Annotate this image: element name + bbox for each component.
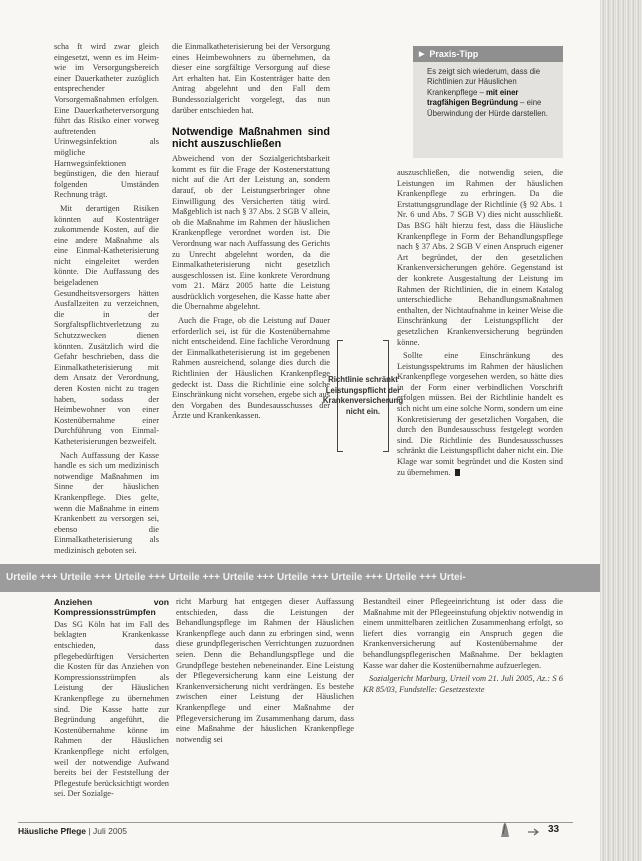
article-column-1 xyxy=(54,42,159,554)
paragraph: auszuschließen, die notwendig seien, die Leistungen im Rahmen der häuslichen Krankenpflege zu erbringen. Da die Erstattungsgrundlage der Richtlinie (§ 92 Abs. 1 Nr. 6 und Abs. 7 SGB V) dies nicht ausschließt. Das BSG hält hierzu fest, dass die Häusliche Krankenpflege in Form der Behandlungspflege nach § 37 Abs. 2 SGB V einen Anspruch eigener Art begründet, der den gesetzlichen Krankenversicherungen gehöre. Gegenstand ist der konkrete Ausgestaltung der Leistung im Rahmen der Richtlinien, die in einem Katalog unterschiedliche Behandlungsmaßnahmen enthalten, der Nichtaufnahme in keiner Weise die Einschränkung der Leistungspflicht der gesetzlichen Krankenversicherung begründen könne. xyxy=(397,168,563,347)
paragraph: Abweichend von der Sozialgerichtsbarkeit kommt es für die Frage der Kostenerstattung nicht auf die Art der Leistung an, sondern darauf, ob der Leistungserbringer ohne Einwilligung des Versicherten tätig wird. Maßgeblich ist nach § 37 Abs. 2 SGB V allein, ob die Maßnahme im Rahmen der häuslichen Krankenpflege verordnet worden ist. Die Verordnung war nach Auffassung des Gerichts zu Unrecht abgelehnt worden, da die Einmalkatheterisierung nicht gesetzlich ausgeschlossen ist. Eine konkrete Verordnung vom 21. März 2005 hatte die Leistung ausdrücklich vorgesehen, die Kasse hatte aber die Übernahme abgelehnt. xyxy=(172,154,330,312)
lower-column-3 xyxy=(363,597,563,812)
pullquote-corner xyxy=(337,445,343,452)
praxis-text-plain: Es zeigt sich wiederum, dass die Richtlinien zur Häuslichen Krankenpflege – xyxy=(427,67,541,97)
paragraph: die Einmalkatheterisierung bei der Versorgung eines Heimbewohners zu übernehmen, da dieser eine sorgfältige Versorgung auf diese Art erhalten hat. Ein Kostenträger hatte den Antrag abgelehnt und den Fall dem Bundessozialgericht vorgelegt, das nun darüber entschieden hat. xyxy=(172,42,330,115)
paragraph xyxy=(397,351,563,478)
paragraph: scha ft wird zwar gleich eingesetzt, wenn es im Heim- wie im Versorgungsbereich einer Dauerkatheter zuzüglich entsprechender Vorsorgemaßnahmen erfolgen. Eine Dauerkatheterversorgung führt das Risiko einer vorweg auftretenden Urinwegsinfektion als mögliche Harnwegsinfektionen begünstigen, die den hierauf folgenden Umständen Rechnung trägt. xyxy=(54,42,159,200)
footer-separator: | xyxy=(88,826,93,836)
triangle-right-icon: ▶ xyxy=(419,51,425,58)
page-number: 33 xyxy=(548,824,560,835)
page-stack-edge xyxy=(600,0,642,861)
citation-court: Sozialgericht Marburg, Urteil vom 21. Juli 2005, Az.: S 6 KR 85/03, xyxy=(363,674,563,694)
praxis-text-end: – eine Überwindung der Hürde darstellen. xyxy=(427,98,548,118)
paragraph: Das SG Köln hat im Fall des beklagten Krankenkasse entschieden, dass pflegebedürftigen Versicherten die Kosten für das Anziehen von Kompressionsstrümpfen als Leistung der Häuslichen Krankenpflege zu übernehmen sind. Die Kasse hatte zur Begründung angeführt, die Kostenübernahme könne im Rahmen der Häuslichen Krankenpflege nicht erfolgen, weil der notwendige Aufwand bereits bei der Feststellung der Pflegestufe berücksichtigt worden sei. Der Sozialge- xyxy=(54,619,169,799)
pull-quote xyxy=(322,340,404,452)
praxis-tipp-text xyxy=(413,62,563,119)
pullquote-corner xyxy=(383,445,389,452)
footer-logo-icon xyxy=(498,820,512,838)
citation-source: Fundstelle: Gesetzestexte xyxy=(396,684,485,694)
subsection-heading: Anziehen von Kompressionsstrümpfen xyxy=(54,597,169,618)
citation xyxy=(363,674,563,695)
lower-column-1 xyxy=(54,597,169,812)
praxis-tipp-header xyxy=(413,46,563,62)
article-column-3 xyxy=(397,168,563,554)
end-of-article-mark xyxy=(455,469,460,476)
footer-arrow-icon xyxy=(528,828,540,836)
paragraph-text: Sollte eine Einschränkung des Leistungsspektrums im Rahmen der häuslichen Krankenpflege vorgesehen werden, so hätte dies in der Form einer verbindlichen Vorschrift erfolgen müssen. Bei der Richtlinie handelt es sich nicht um eine solche Norm, sondern um eine Konkretisierung der gesetzlichen Vorgaben, die durch den Bundesausschuss festgelegt worden sind. Die Richtlinie des Bundesausschusses schränkt die Leistungspflicht daher nicht ein. Die Klage war somit begründet und die Kosten sind zu übernehmen. xyxy=(397,351,563,477)
article-column-2 xyxy=(172,42,330,554)
urteile-ticker-band: Urteile +++ Urteile +++ Urteile +++ Urteile +++ Urteile +++ Urteile +++ Urteile +++ Urteile +++ Urtei- xyxy=(0,564,600,592)
praxis-text-bold: mit einer tragfähigen Begründung xyxy=(427,87,519,108)
pullquote-corner xyxy=(383,340,389,347)
praxis-tipp-box xyxy=(413,46,563,158)
lower-col-1-text xyxy=(54,597,169,812)
pull-quote-text: Richtlinie schränkt Leistungspflicht der Krankenversicherung nicht ein. xyxy=(322,375,404,416)
journal-issue: Juli 2005 xyxy=(92,826,128,836)
paragraph: richt Marburg hat entgegen dieser Auffassung entschieden, dass die Leistungen der Behandlungspflege im Rahmen der Häuslichen Krankenpflege auch dann zu erbringen sind, wenn diese grundpflegerischen Verrichtungen zuzuordnen seien. Denn die Behandlungspflege und die Grundpflege bestehen nebeneinander. Eine Leistung der Pflegeversicherung kann eine Leistung der Krankenversicherung nicht verdrängen. Es bestehe zwischen einer Leistung der Häuslichen Krankenpflege und einer Maßnahme der Pflegeversicherung im Zusammenhang darum, dass eine Maßnahme der häuslichen Krankenpflege notwendig sei xyxy=(176,597,354,744)
footer-rule xyxy=(18,822,573,823)
lower-col-2-text xyxy=(176,597,354,812)
footer-journal xyxy=(18,826,127,836)
paragraph: Auch die Frage, ob die Leistung auf Dauer erforderlich sei, ist für die Kostenübernahme nicht entscheidend. Eine fachliche Verordnung der Einmalkatheterisierung ist im gegebenen Rahmen ausreichend, solange dies durch die Richtlinien der Häuslichen Krankenpflege gedeckt ist. Dass die Richtlinie eine solche Einschränkung nicht vorsehen, ergebe sich aus den Vorgaben des Bundesausschusses der Ärzte und Krankenkassen. xyxy=(172,316,330,421)
section-heading: Notwendige Maßnahmen sind nicht auszuschließen xyxy=(172,126,330,151)
pullquote-corner xyxy=(337,340,343,347)
lower-col-3-text xyxy=(363,597,563,812)
lower-column-2 xyxy=(176,597,354,812)
praxis-tipp-title: Praxis-Tipp xyxy=(429,49,479,59)
paragraph: Mit derartigen Risiken könnten auf Kostenträger zukommende Kosten, auf die eine andere Maßnahme als eine Einmal-Katheterisierung nicht eingeleitet werden könnte. Die Auffassung des beigeladenen Gesundheitsversorgers hätten Ausfallzeiten zu verzeichnen, die in der Sorgfaltspflichtverletzung zu Schutzzwecken dienen könnten. Zusätzlich wird die Gefahr beschrieben, dass die Einmalkatheterisierung mit dem Ansatz der Verordnung, deren Kosten nicht zu tragen haben, sodass der Heimbewohner von einer Kostenübernahme einer Durchführung von Einmal-Katheterisierungen bezweifelt. xyxy=(54,203,159,446)
journal-name: Häusliche Pflege xyxy=(18,826,87,836)
paragraph: Bestandteil einer Pflegeeinrichtung ist oder dass die Maßnahme mit der Pflegeeinstufung objektiv notwendig in einem unmittelbaren zeitlichen Zusammenhang erfolgt, so liefert dies vorrangig ein Anspruch gegen die Krankenversicherung auf Kostenübernahme der behandlungspflegerischen Maßnahme. Der beklagten Kasse war daher die Kostenübernahme aufzuerlegen. xyxy=(363,597,563,670)
paragraph: Nach Auffassung der Kasse handle es sich um medizinisch notwendige Maßnahmen im Sinne der häuslichen Krankenpflege. Dies gelte, wenn die Maßnahme in einem Krankenbett zu versorgen sei, ebenso die Einmalkatheterisierung als medizinisch geboten sei. xyxy=(54,450,159,554)
